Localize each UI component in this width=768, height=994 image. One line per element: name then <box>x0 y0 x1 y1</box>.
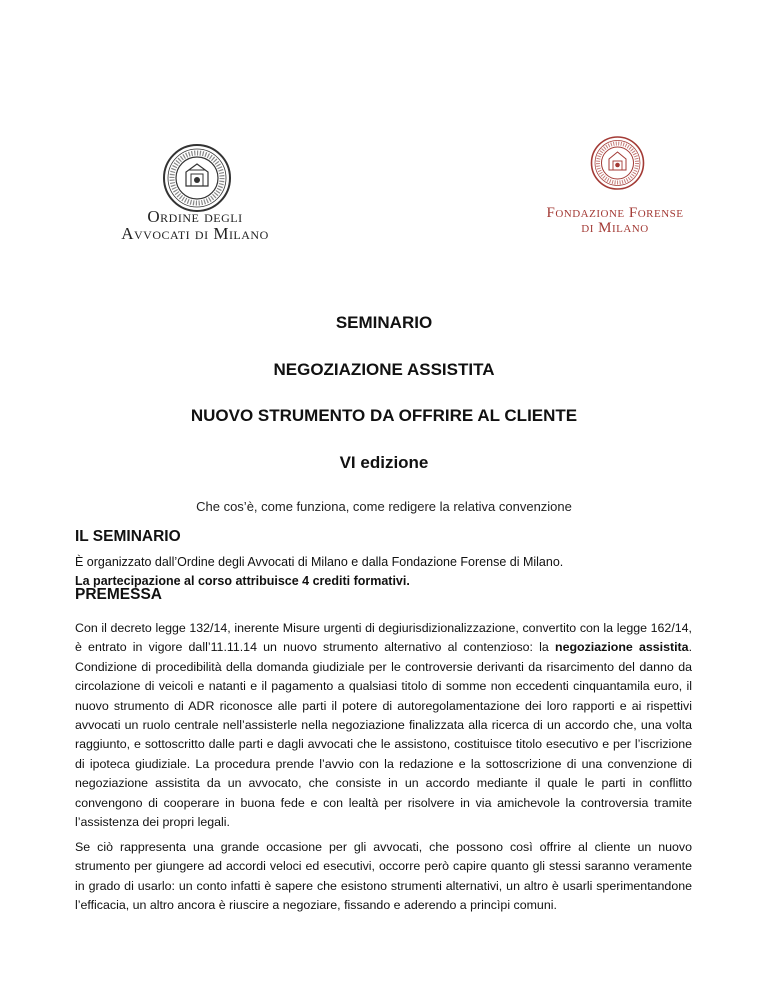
subtitle: Che cos’è, come funziona, come redigere la relativa convenzione <box>196 499 572 514</box>
fondazione-name-line-1: Fondazione Forense <box>546 205 684 221</box>
heading-premessa: PREMESSA <box>75 586 162 603</box>
premessa-paragraph-1 <box>75 619 692 832</box>
seminario-credits-text: La partecipazione al corso attribuisce 4 crediti formativi. <box>75 574 410 588</box>
ordine-name-line-2: Avvocati di Milano <box>121 224 269 243</box>
premessa-p1-bold: negoziazione assistita <box>555 640 689 655</box>
heading-il-seminario: IL SEMINARIO <box>75 528 181 545</box>
title-seminario: SEMINARIO <box>335 313 433 332</box>
title-nuovo-strumento: NUOVO STRUMENTO DA OFFRIRE AL CLIENTE <box>190 406 578 425</box>
ordine-seal-icon <box>162 142 232 214</box>
logo-fondazione-forense <box>540 130 690 240</box>
title-edizione: VI edizione <box>339 453 429 472</box>
fondazione-name <box>540 206 690 236</box>
ordine-name <box>110 208 280 242</box>
premessa-p1-text-a: Con il decreto legge 132/14, inerente Misure urgenti di degiurisdizionalizzazione, convertito con la legge 162/14, è entrato in vigore dall’11.11.14 un nuovo strumento alternativo al contenzioso: la <box>75 621 692 655</box>
title-negoziazione: NEGOZIAZIONE ASSISTITA <box>273 360 495 379</box>
ordine-name-line-1: Ordine degli <box>147 207 243 226</box>
logo-ordine-avvocati <box>110 142 280 252</box>
seminario-organizer-text: È organizzato dall’Ordine degli Avvocati di Milano e dalla Fondazione Forense di Milano. <box>75 555 564 569</box>
premessa-paragraph-2: Se ciò rappresenta una grande occasione per gli avvocati, che possono così offrire al cliente un nuovo strumento per giungere ad accordi veloci ed esecutivi, occorre però capire quanto gli stessi saranno veramente in grado di usarlo: un conto infatti è sapere che esistono strumenti alternativi, un altro è usarli sperimentandone l’efficacia, un altro ancora è riuscire a negoziare, fissando e aderendo a princìpi comuni. <box>75 840 692 913</box>
fondazione-name-line-2: di Milano <box>581 220 649 236</box>
fondazione-seal-icon <box>590 130 645 196</box>
premessa-p1-text-b: . Condizione di procedibilità della domanda giudiziale per le controversie derivanti da risarcimento del danno da circolazione di veicoli e natanti e il pagamento a qualsiasi titolo di somme non eccedenti cinquantamila euro, il nuovo strumento di ADR riconosce alle parti il potere di autoregolamentazione dei loro rapporti e ai rispettivi avvocati un ruolo centrale nell’assisterle nella negoziazione finalizzata alla ricerca di un accordo che, una volta raggiunto, e sottoscritto dalle parti e dagli avvocati che le assistono, costituisce titolo esecutivo e per l’iscrizione di ipoteca giudiziale. La procedura prende l’avvio con la redazione e la sottoscrizione di una convenzione di negoziazione assistita da un avvocato, che consiste in un accordo mediante il quale le parti in conflitto convengono di cooperare in buona fede e con lealtà per risolvere in via amichevole la controversia tramite l’assistenza dei propri legali. <box>75 640 693 830</box>
